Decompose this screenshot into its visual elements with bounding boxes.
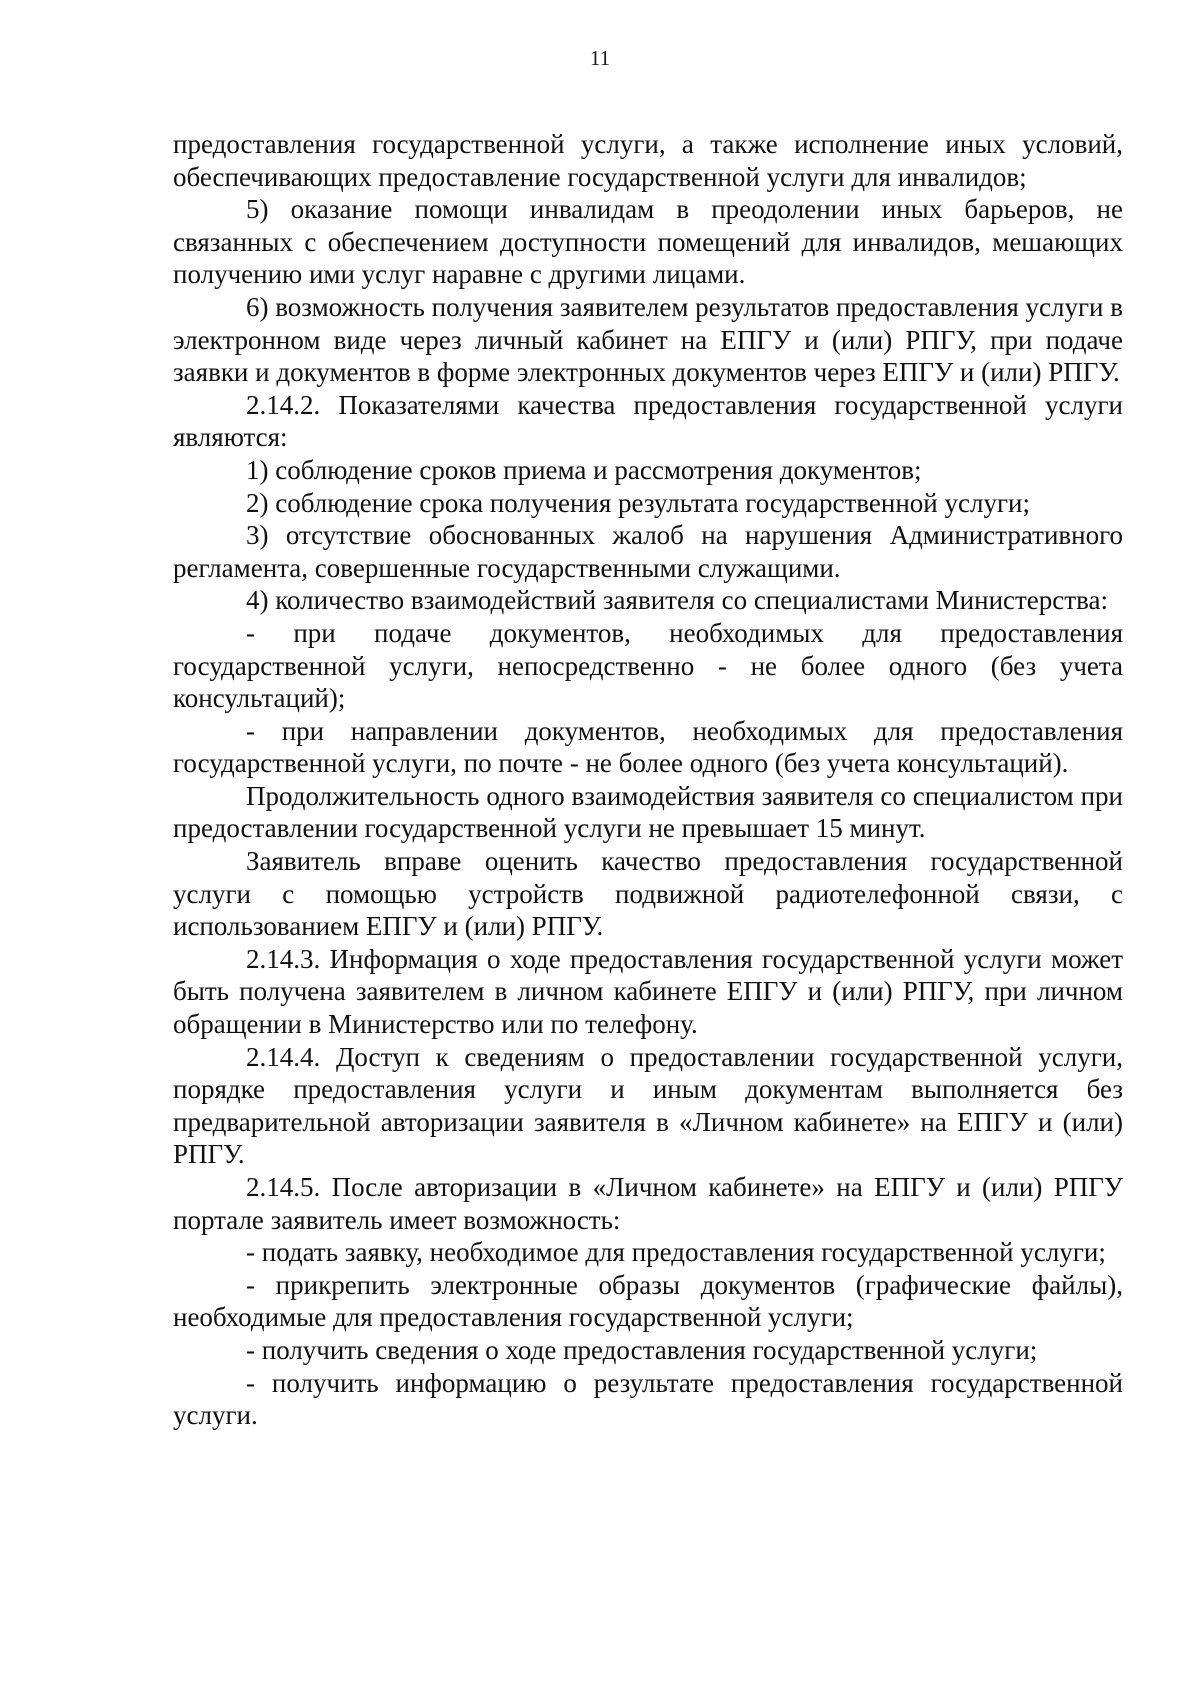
paragraph: - подать заявку, необходимое для предоставления государственной услуги; [246,1237,1106,1268]
paragraph: - получить информацию о результате предоставления государственной услуги. [173,1367,1123,1431]
paragraph: - прикрепить электронные образы документов (графические файлы), необходимые для предоставления государственной услуги; [173,1269,1123,1333]
paragraph: 1) соблюдение сроков приема и рассмотрения документов; [246,454,922,485]
paragraph: 2.14.4. Доступ к сведениям о предоставлении государственной услуги, порядке предоставления услуги и иным документам выполняется без предварительной авторизации заявителя в «Личном кабинете» на ЕПГУ и (или) РПГУ. [173,1041,1123,1170]
paragraph: Продолжительность одного взаимодействия заявителя со специалистом при предоставлении государственной услуги не превышает 15 минут. [173,780,1123,844]
paragraph: 2.14.3. Информация о ходе предоставления государственной услуги может быть получена заявителем в личном кабинете ЕПГУ и (или) РПГУ, при личном обращении в Министерство или по телефону. [173,943,1123,1040]
paragraph: Заявитель вправе оценить качество предоставления государственной услуги с помощью устройств подвижной радиотелефонной связи, с использованием ЕПГУ и (или) РПГУ. [173,846,1123,942]
paragraph: 3) отсутствие обоснованных жалоб на нарушения Административного регламента, совершенные государственными служащими. [173,520,1123,583]
paragraph: - при подаче документов, необходимых для предоставления государственной услуги, непосредственно - не более одного (без учета консультаций); [173,617,1123,714]
page-number: 11 [589,46,611,70]
paragraph: - при направлении документов, необходимых для предоставления государственной услуги, по почте - не более одного (без учета консультаций). [173,715,1123,779]
paragraph: 2.14.2. Показателями качества предоставления государственной услуги являются: [173,389,1123,453]
paragraph: 4) количество взаимодействий заявителя со специалистами Министерства: [246,585,1108,616]
paragraph: предоставления государственной услуги, а также исполнение иных условий, обеспечивающих предоставление государственной услуги для инвалидов; [173,129,1123,192]
paragraph: - получить сведения о ходе предоставления государственной услуги; [246,1334,1038,1365]
paragraph: 2.14.5. После авторизации в «Личном кабинете» на ЕПГУ и (или) РПГУ портале заявитель имеет возможность: [173,1172,1123,1235]
paragraph: 6) возможность получения заявителем результатов предоставления услуги в электронном виде через личный кабинет на ЕПГУ и (или) РПГУ, при подаче заявки и документов в форме электронных документов через ЕПГУ и (или) РПГУ. [173,291,1123,388]
paragraph: 5) оказание помощи инвалидам в преодолении иных барьеров, не связанных с обеспечением доступности помещений для инвалидов, мешающих получению ими услуг наравне с другими лицами. [173,194,1123,290]
document-body [173,128,1123,1432]
paragraph: 2) соблюдение срока получения результата государственной услуги; [246,487,1030,518]
